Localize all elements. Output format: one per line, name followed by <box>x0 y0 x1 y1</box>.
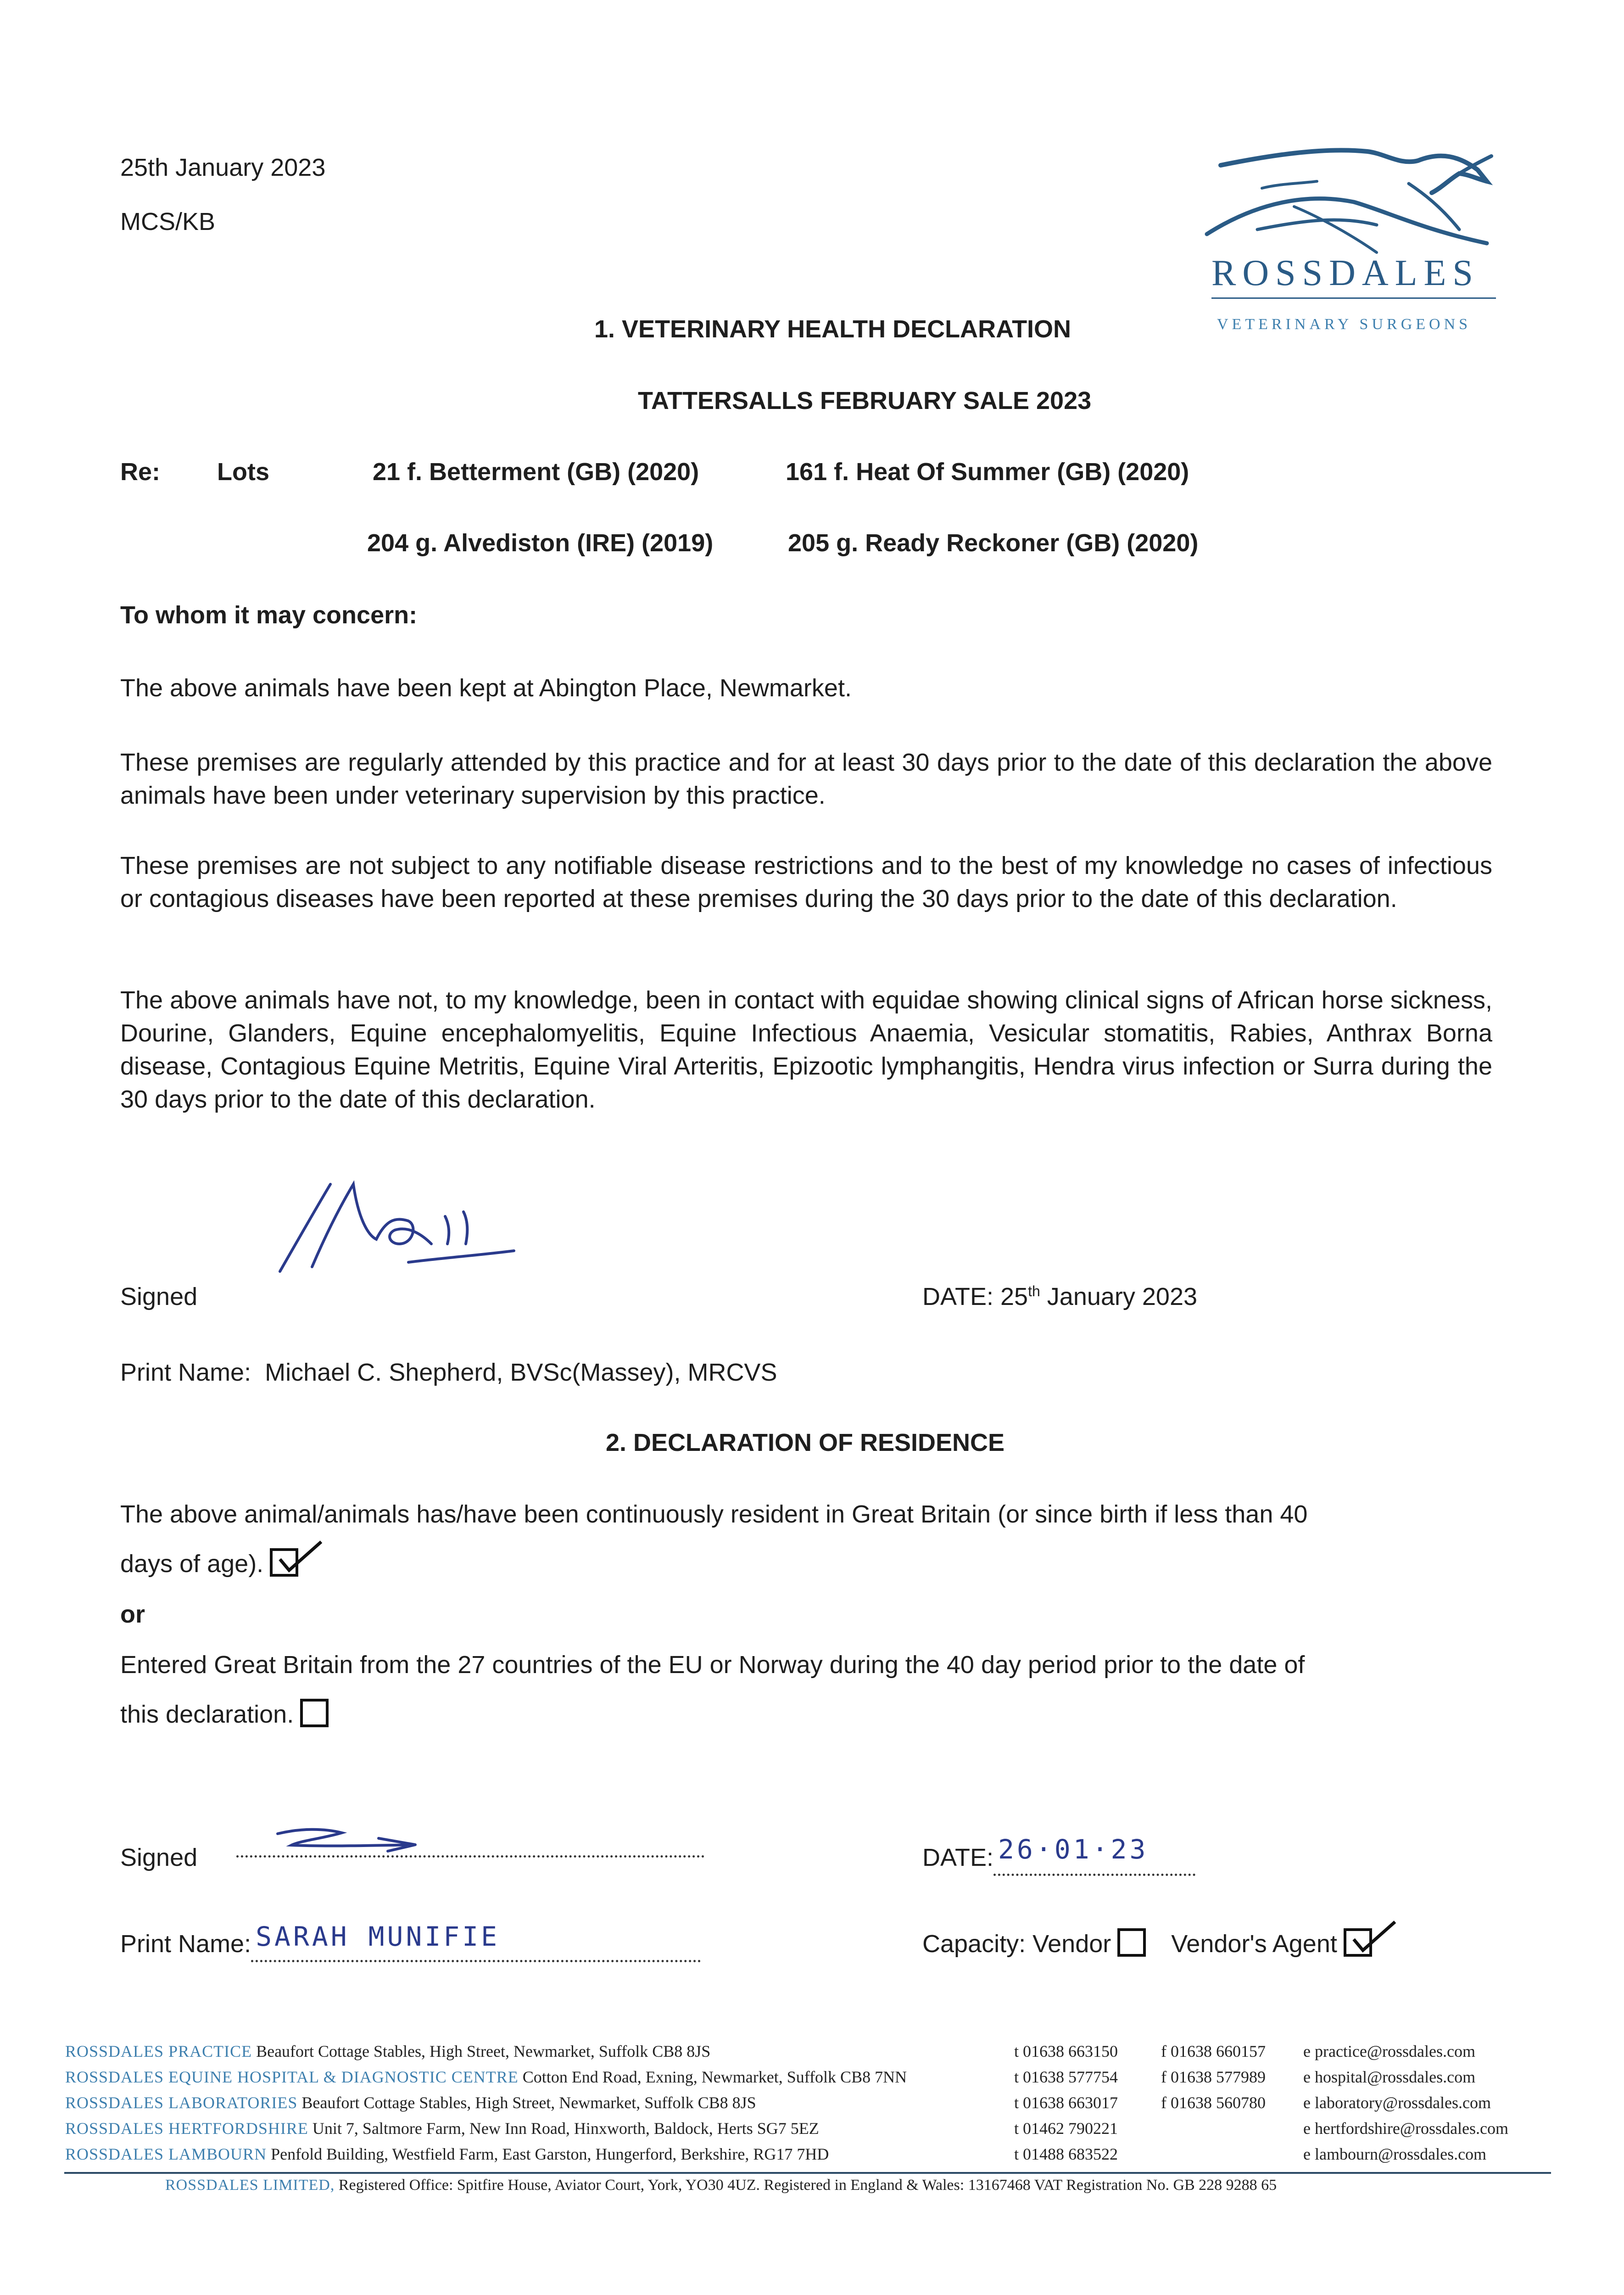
declaration-date: DATE: 25th January 2023 <box>922 1283 1198 1310</box>
footer-row: ROSSDALES HERTFORDSHIRE Unit 7, Saltmore Farm, New Inn Road, Hinxworth, Baldock, Herts SG7 5EZ <box>65 2119 819 2138</box>
footer-email: e lambourn@rossdales.com <box>1303 2145 1487 2163</box>
residence-option1: days of age). <box>120 1548 298 1580</box>
section1-title: 1. VETERINARY HEALTH DECLARATION <box>594 315 1072 343</box>
footer-tel: t 01462 790221 <box>1014 2119 1118 2138</box>
footer-email: e hertfordshire@rossdales.com <box>1303 2119 1509 2138</box>
horse-logo-icon <box>1202 138 1505 257</box>
residence-option2: this declaration. <box>120 1698 329 1730</box>
re-label: Re: <box>120 458 161 486</box>
footer-email: e laboratory@rossdales.com <box>1303 2093 1491 2112</box>
footer-row: ROSSDALES EQUINE HOSPITAL & DIAGNOSTIC CENTRE Cotton End Road, Exning, Newmarket, Suffolk CB8 7NN <box>65 2068 907 2086</box>
vendors-agent-checkbox[interactable] <box>1344 1928 1372 1957</box>
logo-name: ROSSDALES <box>1211 253 1479 293</box>
rossdales-logo <box>1202 138 1505 349</box>
footer-tel: t 01638 577754 <box>1014 2068 1118 2086</box>
footer-tel: t 01638 663150 <box>1014 2042 1118 2060</box>
print-name: Print Name: Michael C. Shepherd, BVSc(Massey), MRCVS <box>120 1359 777 1386</box>
letter-date: 25th January 2023 <box>120 154 326 181</box>
checkmark-icon <box>275 1537 326 1579</box>
capacity: Capacity: Vendor Vendor's Agent <box>922 1928 1372 1960</box>
vendor-signature-line <box>236 1825 704 1861</box>
footer-fax: f 01638 560780 <box>1161 2093 1266 2112</box>
checkmark-icon <box>1349 1917 1400 1959</box>
registered-office: ROSSDALES LIMITED, Registered Office: Spitfire House, Aviator Court, York, YO30 4UZ. Registered in England & Wales: 13167468 VAT Registration No. GB 228 9288 65 <box>165 2177 1277 2194</box>
vendor-date: DATE: 26·01·23 <box>922 1842 1195 1876</box>
paragraph: The above animals have been kept at Abington Place, Newmarket. <box>120 674 852 702</box>
logo-subtitle: VETERINARY SURGEONS <box>1217 316 1472 333</box>
vet-signature <box>271 1166 528 1294</box>
footer-row: ROSSDALES PRACTICE Beaufort Cottage Stables, High Street, Newmarket, Suffolk CB8 8JS <box>65 2042 711 2060</box>
salutation: To whom it may concern: <box>120 601 418 629</box>
lot-item: 161 f. Heat Of Summer (GB) (2020) <box>786 458 1189 486</box>
footer-row: ROSSDALES LAMBOURN Penfold Building, Westfield Farm, East Garston, Hungerford, Berkshire, RG17 7HD <box>65 2145 829 2163</box>
lot-item: 21 f. Betterment (GB) (2020) <box>373 458 699 486</box>
paragraph: These premises are regularly attended by this practice and for at least 30 days prior to the date of this declaration the above animals have been under veterinary supervision by this practice. <box>120 749 1492 809</box>
lots-label: Lots <box>217 458 269 486</box>
lot-item: 205 g. Ready Reckoner (GB) (2020) <box>788 529 1199 557</box>
section1-subtitle: TATTERSALLS FEBRUARY SALE 2023 <box>638 387 1092 414</box>
vendor-checkbox[interactable] <box>1117 1928 1146 1957</box>
residence-option2-line1: Entered Great Britain from the 27 countries of the EU or Norway during the 40 day period prior to the date of <box>120 1651 1305 1679</box>
residence-option1-line1: The above animal/animals has/have been continuously resident in Great Britain (or since birth if less than 40 <box>120 1500 1308 1528</box>
or-label: or <box>120 1601 145 1628</box>
footer-email: e practice@rossdales.com <box>1303 2042 1475 2060</box>
paragraph: The above animals have not, to my knowledge, been in contact with equidae showing clinical signs of African horse sickness, Dourine, Glanders, Equine encephalomyelitis, Equine Infectious Anaemia, Vesicular stomatitis, Rabies, Anthrax Borna disease, Contagious Equine Metritis, Equine Viral Arteritis, Epizootic lymphangitis, Hendra virus infection or Surra during the 30 days prior to the date of this declaration. <box>120 986 1492 1113</box>
footer-row: ROSSDALES LABORATORIES Beaufort Cottage Stables, High Street, Newmarket, Suffolk CB8 8JS <box>65 2093 756 2112</box>
section2-title: 2. DECLARATION OF RESIDENCE <box>606 1429 1005 1456</box>
resident-checkbox[interactable] <box>270 1548 298 1577</box>
footer-divider <box>64 2172 1551 2174</box>
footer-tel: t 01488 683522 <box>1014 2145 1118 2163</box>
footer-tel: t 01638 663017 <box>1014 2093 1118 2112</box>
vendor-print-name: Print Name: SARAH MUNIFIE <box>120 1928 701 1962</box>
entered-gb-checkbox[interactable] <box>300 1699 329 1727</box>
vendor-signature <box>273 1825 420 1857</box>
footer-email: e hospital@rossdales.com <box>1303 2068 1476 2086</box>
letter-reference: MCS/KB <box>120 208 216 235</box>
signed-label: Signed <box>120 1283 198 1310</box>
lot-item: 204 g. Alvediston (IRE) (2019) <box>367 529 714 557</box>
footer-fax: f 01638 577989 <box>1161 2068 1266 2086</box>
paragraph: These premises are not subject to any notifiable disease restrictions and to the best of my knowledge no cases of infectious or contagious diseases have been reported at these premises during the 30 days prior to the date of this declaration. <box>120 852 1492 912</box>
vendor-signed-label: Signed <box>120 1844 198 1871</box>
footer-fax: f 01638 660157 <box>1161 2042 1266 2060</box>
